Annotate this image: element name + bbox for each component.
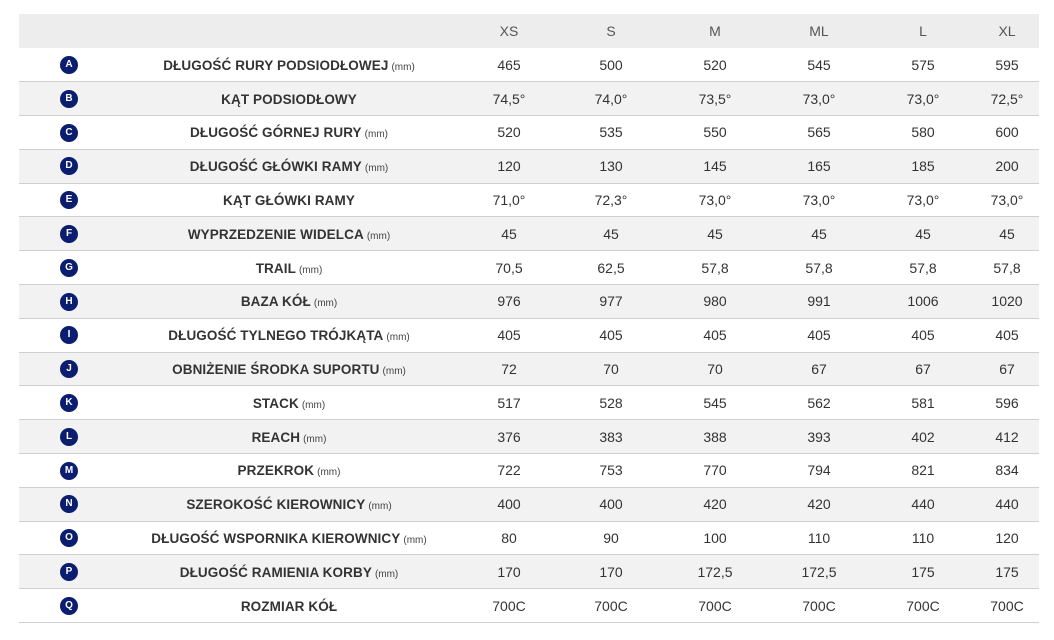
value-cell-xs: 976 [497, 293, 521, 310]
row-label: DŁUGOŚĆ RAMIENIA KORBY [179, 564, 372, 580]
value-cell-ml: 565 [807, 124, 831, 141]
row-label-cell [119, 318, 459, 352]
row-label: STACK [252, 395, 299, 411]
table-row [19, 386, 1039, 420]
value-cell-xl: 440 [995, 496, 1019, 513]
value-cell-m: 73,0° [698, 192, 732, 209]
row-letter-badge: M [60, 462, 78, 480]
size-header-ml: ML [809, 23, 829, 39]
value-cell-xs: 120 [497, 158, 521, 175]
value-cell-ml: 165 [807, 158, 831, 175]
header-badge-spacer [19, 14, 119, 48]
value-cell-m: 420 [703, 496, 727, 513]
value-cell-l: 185 [911, 158, 935, 175]
row-label-cell [119, 183, 459, 217]
row-label: ROZMIAR KÓŁ [240, 598, 338, 614]
row-label-cell [119, 420, 459, 454]
row-label: DŁUGOŚĆ RURY PODSIODŁOWEJ [163, 57, 389, 73]
value-cell-l: 67 [915, 361, 931, 378]
row-badge-cell [19, 386, 119, 420]
value-cell-l: 821 [911, 462, 935, 479]
size-header-m: M [709, 23, 721, 39]
row-unit: (mm) [313, 298, 338, 310]
geometry-table [19, 14, 1039, 623]
value-cell-l: 175 [911, 563, 935, 580]
value-cell-ml: 991 [807, 293, 831, 310]
value-cell-xl: 200 [995, 158, 1019, 175]
table-row [19, 183, 1039, 217]
table-row [19, 285, 1039, 319]
table-row [19, 454, 1039, 488]
table-row [19, 251, 1039, 285]
value-cell-m: 545 [703, 394, 727, 411]
value-cell-xs: 74,5° [492, 90, 526, 107]
value-cell-s: 535 [599, 124, 623, 141]
row-label: OBNIŻENIE ŚRODKA SUPORTU [172, 362, 380, 378]
row-letter-badge: K [60, 394, 78, 412]
value-cell-xl: 72,5° [990, 90, 1024, 107]
value-cell-l: 1006 [907, 293, 939, 310]
value-cell-xs: 465 [497, 56, 521, 73]
row-letter-badge: H [60, 293, 78, 311]
value-cell-l: 575 [911, 56, 935, 73]
value-cell-s: 977 [599, 293, 623, 310]
value-cell-ml: 73,0° [802, 192, 836, 209]
value-cell-s: 170 [599, 563, 623, 580]
geometry-table-body [19, 48, 1039, 623]
value-cell-ml: 45 [811, 225, 827, 242]
value-cell-xl: 57,8 [993, 259, 1021, 276]
value-cell-s: 753 [599, 462, 623, 479]
row-label: PRZEKROK [237, 463, 315, 479]
value-cell-s: 90 [603, 530, 619, 547]
value-cell-xs: 71,0° [492, 192, 526, 209]
value-cell-s: 130 [599, 158, 623, 175]
row-label-cell [119, 521, 459, 555]
value-cell-m: 388 [703, 428, 727, 445]
row-letter-badge: J [60, 360, 78, 378]
table-row [19, 116, 1039, 150]
table-row [19, 352, 1039, 386]
value-cell-xl: 412 [995, 428, 1019, 445]
value-cell-xl: 73,0° [990, 192, 1024, 209]
size-header-s: S [606, 23, 616, 39]
value-cell-xs: 405 [497, 327, 521, 344]
row-letter-badge: N [60, 495, 78, 513]
row-letter-badge: Q [60, 597, 78, 615]
value-cell-s: 62,5 [597, 259, 625, 276]
value-cell-m: 57,8 [701, 259, 729, 276]
table-row [19, 420, 1039, 454]
value-cell-xl: 45 [999, 225, 1015, 242]
size-header-l: L [919, 23, 927, 39]
row-label-cell [119, 386, 459, 420]
value-cell-s: 405 [599, 327, 623, 344]
value-cell-ml: 545 [807, 56, 831, 73]
value-cell-ml: 67 [811, 361, 827, 378]
row-letter-badge: P [60, 563, 78, 581]
row-unit: (mm) [303, 433, 327, 445]
row-label: DŁUGOŚĆ GÓRNEJ RURY [190, 125, 362, 141]
value-cell-xl: 67 [999, 361, 1015, 378]
table-row [19, 48, 1039, 82]
row-label: DŁUGOŚĆ TYLNEGO TRÓJKĄTA [168, 328, 384, 344]
value-cell-m: 45 [707, 225, 723, 242]
value-cell-ml: 393 [807, 428, 831, 445]
value-cell-ml: 57,8 [805, 259, 833, 276]
row-badge-cell [19, 217, 119, 251]
value-cell-ml: 73,0° [802, 90, 836, 107]
value-cell-s: 400 [599, 496, 623, 513]
row-badge-cell [19, 521, 119, 555]
value-cell-s: 72,3° [594, 192, 628, 209]
row-letter-badge: C [60, 124, 78, 142]
row-badge-cell [19, 454, 119, 488]
value-cell-xl: 595 [995, 56, 1019, 73]
row-unit: (mm) [368, 501, 392, 513]
value-cell-xl: 596 [995, 394, 1019, 411]
value-cell-m: 172,5 [697, 563, 733, 580]
row-label-cell [119, 217, 459, 251]
row-letter-badge: D [60, 157, 78, 175]
geometry-table-container [19, 14, 1039, 623]
value-cell-s: 74,0° [594, 90, 628, 107]
value-cell-l: 110 [911, 530, 935, 547]
value-cell-ml: 794 [807, 462, 831, 479]
row-label-cell [119, 589, 459, 623]
row-unit: (mm) [317, 467, 341, 479]
row-label: WYPRZEDZENIE WIDELCA [187, 226, 364, 242]
row-label: BAZA KÓŁ [240, 294, 311, 310]
row-label-cell [119, 149, 459, 183]
row-letter-badge: F [60, 225, 78, 243]
value-cell-xs: 722 [497, 462, 521, 479]
row-label: KĄT GŁÓWKI RAMY [223, 193, 355, 209]
row-unit: (mm) [374, 568, 399, 580]
row-label-cell [119, 454, 459, 488]
size-header-xl: XL [998, 23, 1016, 39]
row-badge-cell [19, 420, 119, 454]
row-label-cell [119, 48, 459, 82]
row-unit: (mm) [364, 163, 389, 175]
value-cell-xl: 700C [990, 597, 1024, 614]
row-label-cell [119, 352, 459, 386]
row-label-cell [119, 487, 459, 521]
size-header-row [19, 14, 1039, 48]
value-cell-ml: 700C [802, 597, 836, 614]
value-cell-xl: 120 [995, 530, 1019, 547]
value-cell-s: 383 [599, 428, 623, 445]
value-cell-xl: 175 [995, 563, 1019, 580]
table-row [19, 217, 1039, 251]
row-label-cell [119, 82, 459, 116]
value-cell-xs: 72 [501, 361, 517, 378]
value-cell-xs: 70,5 [495, 259, 523, 276]
row-badge-cell [19, 555, 119, 589]
value-cell-s: 70 [603, 361, 619, 378]
value-cell-l: 402 [911, 428, 935, 445]
row-badge-cell [19, 589, 119, 623]
row-letter-badge: G [60, 259, 78, 277]
table-row [19, 487, 1039, 521]
value-cell-xs: 400 [497, 496, 521, 513]
row-letter-badge: B [60, 90, 78, 108]
value-cell-l: 45 [915, 225, 931, 242]
row-label: KĄT PODSIODŁOWY [221, 91, 357, 107]
value-cell-xl: 600 [995, 124, 1019, 141]
row-label: REACH [251, 429, 301, 445]
row-label-cell [119, 555, 459, 589]
value-cell-m: 145 [703, 158, 727, 175]
row-badge-cell [19, 48, 119, 82]
value-cell-l: 57,8 [909, 259, 937, 276]
value-cell-l: 440 [911, 496, 935, 513]
value-cell-ml: 110 [807, 530, 831, 547]
row-letter-badge: E [60, 191, 78, 209]
value-cell-xs: 45 [501, 225, 517, 242]
value-cell-l: 405 [911, 327, 935, 344]
row-unit: (mm) [364, 129, 388, 141]
value-cell-s: 700C [594, 597, 628, 614]
row-badge-cell [19, 183, 119, 217]
row-label-cell [119, 251, 459, 285]
value-cell-xl: 1020 [991, 293, 1023, 310]
table-row [19, 82, 1039, 116]
value-cell-m: 73,5° [698, 90, 732, 107]
value-cell-l: 581 [911, 394, 935, 411]
value-cell-m: 70 [707, 361, 723, 378]
value-cell-l: 73,0° [906, 90, 940, 107]
row-unit: (mm) [403, 535, 427, 547]
value-cell-ml: 562 [807, 394, 831, 411]
value-cell-m: 770 [703, 462, 727, 479]
value-cell-m: 980 [703, 293, 727, 310]
value-cell-xl: 834 [995, 462, 1019, 479]
header-label-spacer [119, 14, 459, 48]
value-cell-m: 550 [703, 124, 727, 141]
value-cell-l: 700C [906, 597, 940, 614]
row-unit: (mm) [366, 230, 391, 242]
value-cell-xs: 700C [492, 597, 526, 614]
row-label-cell [119, 116, 459, 150]
row-unit: (mm) [301, 399, 326, 411]
value-cell-l: 580 [911, 124, 935, 141]
value-cell-ml: 420 [807, 496, 831, 513]
row-badge-cell [19, 82, 119, 116]
value-cell-xs: 80 [501, 530, 517, 547]
value-cell-m: 700C [698, 597, 732, 614]
row-unit: (mm) [382, 366, 406, 378]
row-unit: (mm) [298, 264, 323, 276]
row-label: TRAIL [255, 260, 296, 276]
row-unit: (mm) [386, 332, 410, 344]
value-cell-s: 528 [599, 394, 623, 411]
row-letter-badge: L [60, 428, 78, 446]
value-cell-ml: 172,5 [801, 563, 837, 580]
table-row [19, 521, 1039, 555]
row-badge-cell [19, 285, 119, 319]
value-cell-xs: 520 [497, 124, 521, 141]
value-cell-ml: 405 [807, 327, 831, 344]
value-cell-s: 45 [603, 225, 619, 242]
table-row [19, 149, 1039, 183]
value-cell-l: 73,0° [906, 192, 940, 209]
row-label-cell [119, 285, 459, 319]
table-row [19, 589, 1039, 623]
table-row [19, 318, 1039, 352]
value-cell-m: 100 [703, 530, 727, 547]
table-row [19, 555, 1039, 589]
row-badge-cell [19, 318, 119, 352]
row-letter-badge: A [60, 56, 78, 74]
row-label: DŁUGOŚĆ WSPORNIKA KIEROWNICY [151, 531, 401, 547]
row-badge-cell [19, 251, 119, 285]
row-unit: (mm) [391, 61, 415, 73]
value-cell-m: 405 [703, 327, 727, 344]
value-cell-xl: 405 [995, 327, 1019, 344]
value-cell-m: 520 [703, 56, 727, 73]
size-header-xs: XS [499, 23, 519, 39]
row-letter-badge: I [60, 326, 78, 344]
row-badge-cell [19, 352, 119, 386]
row-badge-cell [19, 149, 119, 183]
row-letter-badge: O [60, 529, 78, 547]
row-badge-cell [19, 487, 119, 521]
value-cell-s: 500 [599, 56, 623, 73]
row-label: SZEROKOŚĆ KIEROWNICY [186, 497, 366, 513]
value-cell-xs: 170 [497, 563, 521, 580]
value-cell-xs: 376 [497, 428, 521, 445]
row-label: DŁUGOŚĆ GŁÓWKI RAMY [189, 159, 362, 175]
value-cell-xs: 517 [497, 394, 521, 411]
row-badge-cell [19, 116, 119, 150]
